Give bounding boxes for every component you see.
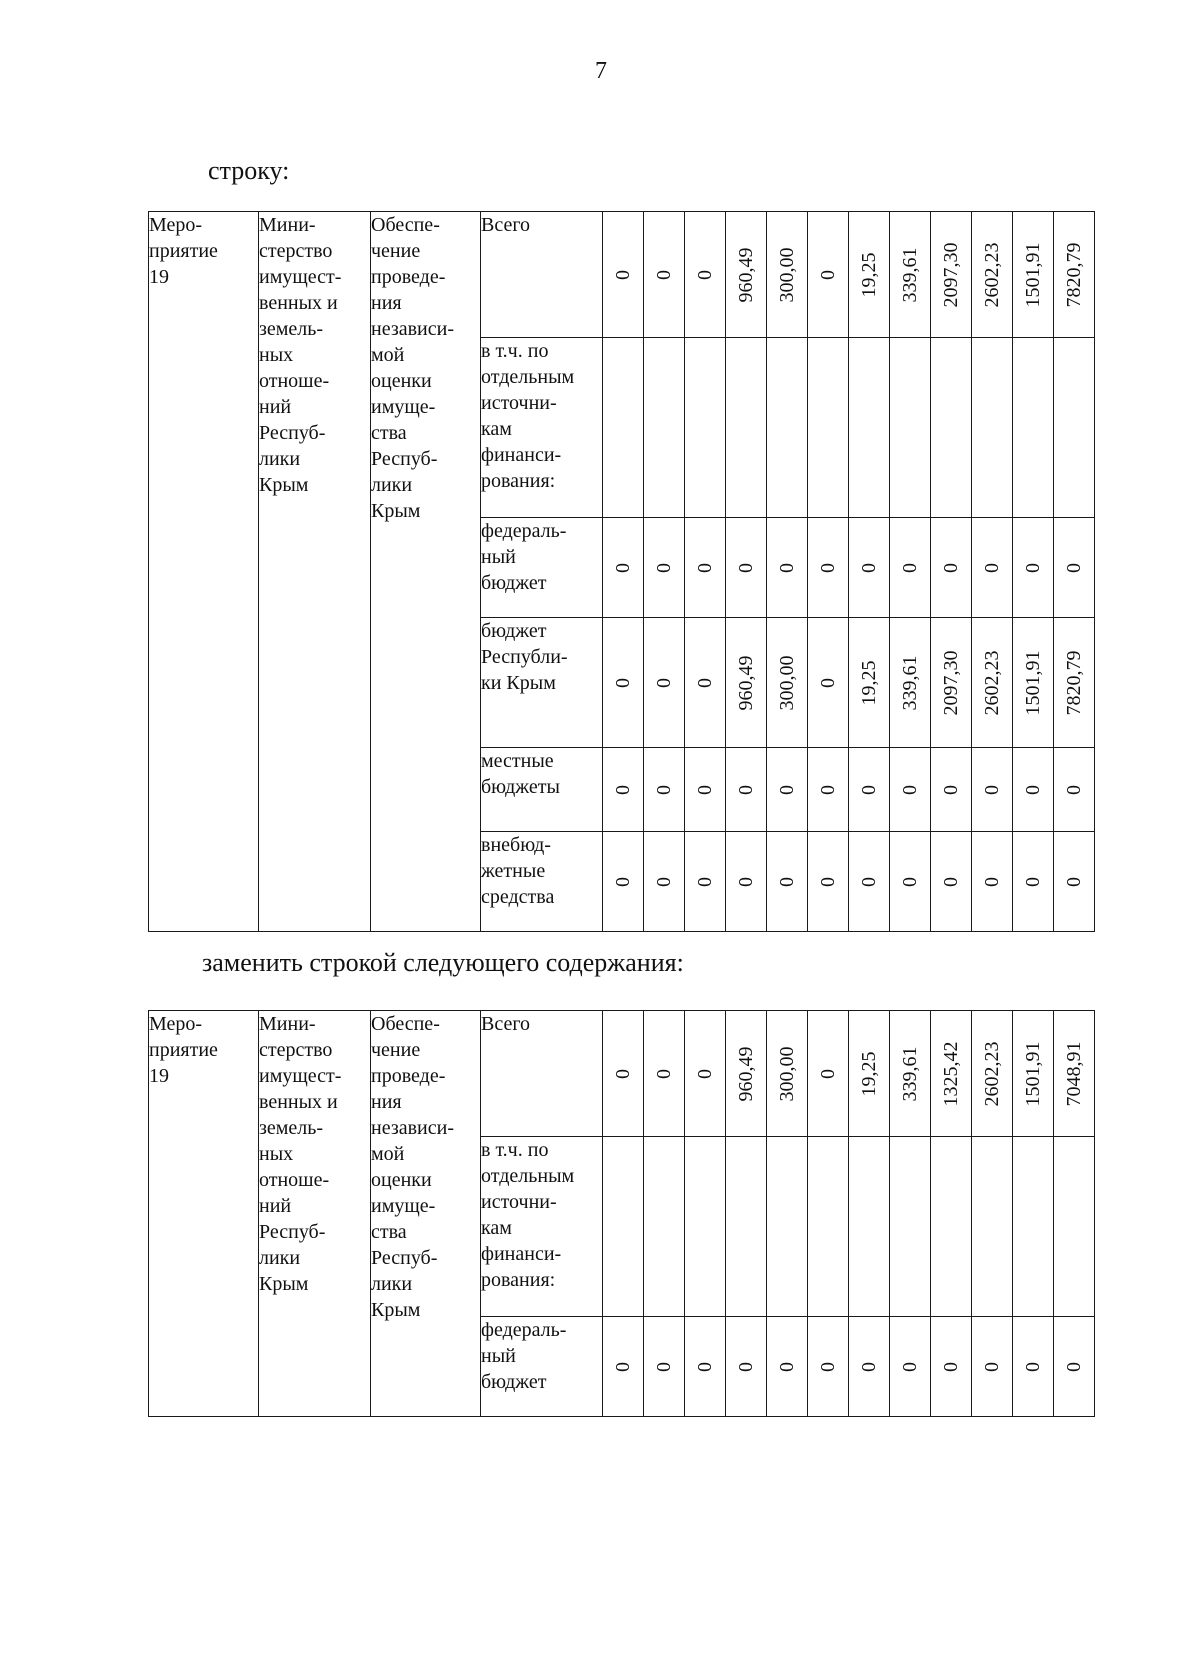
- value-cell: [972, 518, 1013, 618]
- value-cell: [685, 518, 726, 618]
- caption-old-row: строку:: [208, 156, 290, 185]
- value-cell: [808, 212, 849, 338]
- value-text: 7048,91: [1063, 1041, 1085, 1106]
- source-label-cell: бюджет Республи- ки Крым: [481, 618, 603, 748]
- value-text: 0: [694, 1361, 716, 1372]
- value-text: 0: [1063, 784, 1085, 795]
- value-text: 0: [858, 876, 880, 887]
- value-cell: [931, 1317, 972, 1417]
- value-text: 2097,30: [940, 650, 962, 715]
- value-cell: [603, 1137, 644, 1317]
- value-text: 0: [612, 1361, 634, 1372]
- value-cell: [931, 618, 972, 748]
- value-cell: [603, 618, 644, 748]
- value-cell: [726, 518, 767, 618]
- value-text: 7820,79: [1063, 242, 1085, 307]
- table-row: [149, 212, 1095, 338]
- value-text: 0: [1022, 562, 1044, 573]
- value-cell: [767, 212, 808, 338]
- value-cell: [644, 618, 685, 748]
- value-text: 0: [981, 876, 1003, 887]
- value-cell: [644, 338, 685, 518]
- value-cell: [808, 1011, 849, 1137]
- value-text: 960,49: [735, 655, 757, 710]
- value-cell: [972, 338, 1013, 518]
- value-cell: [644, 832, 685, 932]
- value-cell: [890, 748, 931, 832]
- value-text: 0: [612, 1068, 634, 1079]
- value-text: 0: [612, 562, 634, 573]
- source-label-cell: федераль- ный бюджет: [481, 1317, 603, 1417]
- value-text: 0: [981, 562, 1003, 573]
- value-text: 0: [694, 1068, 716, 1079]
- value-cell: [726, 832, 767, 932]
- value-text: 0: [735, 784, 757, 795]
- value-text: 0: [981, 1361, 1003, 1372]
- value-cell: [931, 338, 972, 518]
- source-label-cell: в т.ч. по отдельным источни- кам финанси- рования:: [481, 338, 603, 518]
- value-cell: [644, 1137, 685, 1317]
- value-text: 0: [776, 784, 798, 795]
- value-text: 0: [858, 1361, 880, 1372]
- value-text: 0: [1063, 876, 1085, 887]
- value-cell: [890, 832, 931, 932]
- value-text: 0: [653, 562, 675, 573]
- value-text: 19,25: [858, 1051, 880, 1096]
- value-cell: [972, 618, 1013, 748]
- value-text: 0: [817, 1068, 839, 1079]
- value-text: 0: [653, 1068, 675, 1079]
- value-cell: [849, 1317, 890, 1417]
- value-cell: [685, 338, 726, 518]
- value-cell: [890, 518, 931, 618]
- value-text: 960,49: [735, 247, 757, 302]
- value-text: 0: [694, 269, 716, 280]
- value-text: 0: [735, 876, 757, 887]
- value-cell: [767, 1011, 808, 1137]
- value-cell: [890, 1317, 931, 1417]
- value-text: 0: [817, 784, 839, 795]
- value-cell: [644, 1317, 685, 1417]
- value-text: 0: [612, 784, 634, 795]
- value-text: 0: [694, 677, 716, 688]
- value-text: 0: [653, 784, 675, 795]
- value-cell: [726, 1137, 767, 1317]
- value-cell: [685, 212, 726, 338]
- value-cell: [726, 212, 767, 338]
- value-text: 0: [817, 1361, 839, 1372]
- value-cell: [972, 212, 1013, 338]
- value-cell: [931, 518, 972, 618]
- value-text: 0: [694, 562, 716, 573]
- value-cell: [972, 1317, 1013, 1417]
- value-cell: [972, 832, 1013, 932]
- value-cell: [849, 832, 890, 932]
- value-cell: [644, 212, 685, 338]
- value-text: 0: [940, 562, 962, 573]
- value-cell: [1013, 1011, 1054, 1137]
- old-row-table: [148, 211, 1095, 932]
- value-cell: [931, 748, 972, 832]
- value-cell: [603, 212, 644, 338]
- purpose-cell: Обеспе- чение проведе- ния независи- мой оценки имуще- ства Респуб- лики Крым: [371, 1011, 481, 1417]
- value-cell: [849, 1011, 890, 1137]
- value-text: 19,25: [858, 252, 880, 297]
- value-cell: [644, 748, 685, 832]
- value-text: 7820,79: [1063, 650, 1085, 715]
- value-text: 0: [776, 876, 798, 887]
- value-text: 0: [776, 1361, 798, 1372]
- value-cell: [808, 1317, 849, 1417]
- value-cell: [685, 1317, 726, 1417]
- value-cell: [767, 1317, 808, 1417]
- purpose-cell: Обеспе- чение проведе- ния независи- мой оценки имуще- ства Респуб- лики Крым: [371, 212, 481, 932]
- value-cell: [685, 618, 726, 748]
- page-number: 7: [595, 58, 607, 84]
- value-text: 0: [1063, 562, 1085, 573]
- value-cell: [808, 748, 849, 832]
- value-text: 0: [612, 269, 634, 280]
- value-cell: [1054, 1011, 1095, 1137]
- value-cell: [767, 1137, 808, 1317]
- source-label-cell: Всего: [481, 212, 603, 338]
- value-cell: [603, 518, 644, 618]
- value-cell: [1054, 832, 1095, 932]
- value-text: 1501,91: [1022, 1041, 1044, 1106]
- value-cell: [849, 212, 890, 338]
- value-text: 0: [1063, 1361, 1085, 1372]
- value-text: 0: [817, 269, 839, 280]
- value-cell: [603, 748, 644, 832]
- value-text: 0: [940, 1361, 962, 1372]
- value-cell: [808, 832, 849, 932]
- value-cell: [726, 618, 767, 748]
- value-text: 0: [940, 876, 962, 887]
- value-text: 0: [1022, 876, 1044, 887]
- value-cell: [931, 832, 972, 932]
- caption-new-row: заменить строкой следующего содержания:: [202, 948, 684, 977]
- value-text: 0: [776, 562, 798, 573]
- value-cell: [1013, 1317, 1054, 1417]
- value-cell: [890, 1011, 931, 1137]
- value-cell: [1054, 212, 1095, 338]
- value-text: 0: [899, 562, 921, 573]
- value-text: 19,25: [858, 660, 880, 705]
- value-text: 0: [653, 677, 675, 688]
- table-row: [149, 1011, 1095, 1137]
- value-cell: [1054, 1137, 1095, 1317]
- value-cell: [1054, 748, 1095, 832]
- value-text: 2602,23: [981, 1041, 1003, 1106]
- value-cell: [931, 212, 972, 338]
- source-label-cell: Всего: [481, 1011, 603, 1137]
- value-cell: [726, 1011, 767, 1137]
- value-cell: [767, 832, 808, 932]
- value-text: 300,00: [776, 1046, 798, 1101]
- value-cell: [1013, 748, 1054, 832]
- value-cell: [849, 518, 890, 618]
- source-label-cell: внебюд- жетные средства: [481, 832, 603, 932]
- value-text: 339,61: [899, 247, 921, 302]
- value-text: 0: [735, 1361, 757, 1372]
- value-cell: [890, 1137, 931, 1317]
- value-cell: [890, 338, 931, 518]
- value-text: 0: [817, 677, 839, 688]
- value-text: 2602,23: [981, 650, 1003, 715]
- value-cell: [890, 618, 931, 748]
- value-cell: [767, 748, 808, 832]
- value-cell: [849, 1137, 890, 1317]
- agency-cell: Мини- стерство имущест- венных и земель- ных отноше- ний Респуб- лики Крым: [259, 1011, 371, 1417]
- value-cell: [808, 518, 849, 618]
- value-text: 0: [817, 562, 839, 573]
- value-cell: [726, 1317, 767, 1417]
- value-text: 0: [653, 1361, 675, 1372]
- value-text: 0: [899, 784, 921, 795]
- value-cell: [808, 338, 849, 518]
- value-text: 0: [858, 784, 880, 795]
- value-cell: [767, 518, 808, 618]
- value-cell: [808, 618, 849, 748]
- value-cell: [603, 832, 644, 932]
- value-cell: [1054, 1317, 1095, 1417]
- value-cell: [1013, 832, 1054, 932]
- value-cell: [849, 338, 890, 518]
- value-text: 300,00: [776, 655, 798, 710]
- value-cell: [972, 748, 1013, 832]
- value-cell: [972, 1011, 1013, 1137]
- value-text: 0: [1022, 784, 1044, 795]
- value-cell: [644, 518, 685, 618]
- value-cell: [1013, 212, 1054, 338]
- value-cell: [1013, 618, 1054, 748]
- value-text: 0: [694, 876, 716, 887]
- value-text: 960,49: [735, 1046, 757, 1101]
- value-cell: [603, 1317, 644, 1417]
- value-cell: [726, 748, 767, 832]
- agency-cell: Мини- стерство имущест- венных и земель- ных отноше- ний Респуб- лики Крым: [259, 212, 371, 932]
- event-cell: Меро- приятие 19: [149, 1011, 259, 1417]
- value-text: 1325,42: [940, 1041, 962, 1106]
- value-text: 2097,30: [940, 242, 962, 307]
- value-cell: [1013, 518, 1054, 618]
- value-text: 0: [612, 677, 634, 688]
- value-text: 0: [735, 562, 757, 573]
- value-text: 0: [899, 1361, 921, 1372]
- value-cell: [931, 1137, 972, 1317]
- value-text: 0: [940, 784, 962, 795]
- value-text: 0: [858, 562, 880, 573]
- source-label-cell: местные бюджеты: [481, 748, 603, 832]
- value-cell: [685, 832, 726, 932]
- value-text: 0: [1022, 1361, 1044, 1372]
- value-cell: [603, 338, 644, 518]
- value-cell: [1054, 518, 1095, 618]
- value-text: 0: [653, 269, 675, 280]
- value-cell: [767, 618, 808, 748]
- value-cell: [890, 212, 931, 338]
- value-text: 0: [694, 784, 716, 795]
- source-label-cell: федераль- ный бюджет: [481, 518, 603, 618]
- value-cell: [726, 338, 767, 518]
- value-text: 2602,23: [981, 242, 1003, 307]
- value-cell: [767, 338, 808, 518]
- value-cell: [1013, 338, 1054, 518]
- value-cell: [808, 1137, 849, 1317]
- value-text: 339,61: [899, 1046, 921, 1101]
- event-cell: Меро- приятие 19: [149, 212, 259, 932]
- value-cell: [849, 748, 890, 832]
- value-cell: [1054, 338, 1095, 518]
- value-cell: [644, 1011, 685, 1137]
- source-label-cell: в т.ч. по отдельным источни- кам финанси- рования:: [481, 1137, 603, 1317]
- value-cell: [685, 1011, 726, 1137]
- value-cell: [972, 1137, 1013, 1317]
- value-cell: [849, 618, 890, 748]
- value-cell: [1013, 1137, 1054, 1317]
- value-text: 0: [817, 876, 839, 887]
- value-cell: [685, 748, 726, 832]
- value-text: 1501,91: [1022, 242, 1044, 307]
- value-text: 0: [981, 784, 1003, 795]
- value-text: 1501,91: [1022, 650, 1044, 715]
- value-text: 0: [653, 876, 675, 887]
- value-cell: [685, 1137, 726, 1317]
- value-cell: [931, 1011, 972, 1137]
- new-row-table: [148, 1010, 1095, 1417]
- value-text: 339,61: [899, 655, 921, 710]
- value-text: 0: [899, 876, 921, 887]
- value-cell: [603, 1011, 644, 1137]
- value-cell: [1054, 618, 1095, 748]
- value-text: 0: [612, 876, 634, 887]
- value-text: 300,00: [776, 247, 798, 302]
